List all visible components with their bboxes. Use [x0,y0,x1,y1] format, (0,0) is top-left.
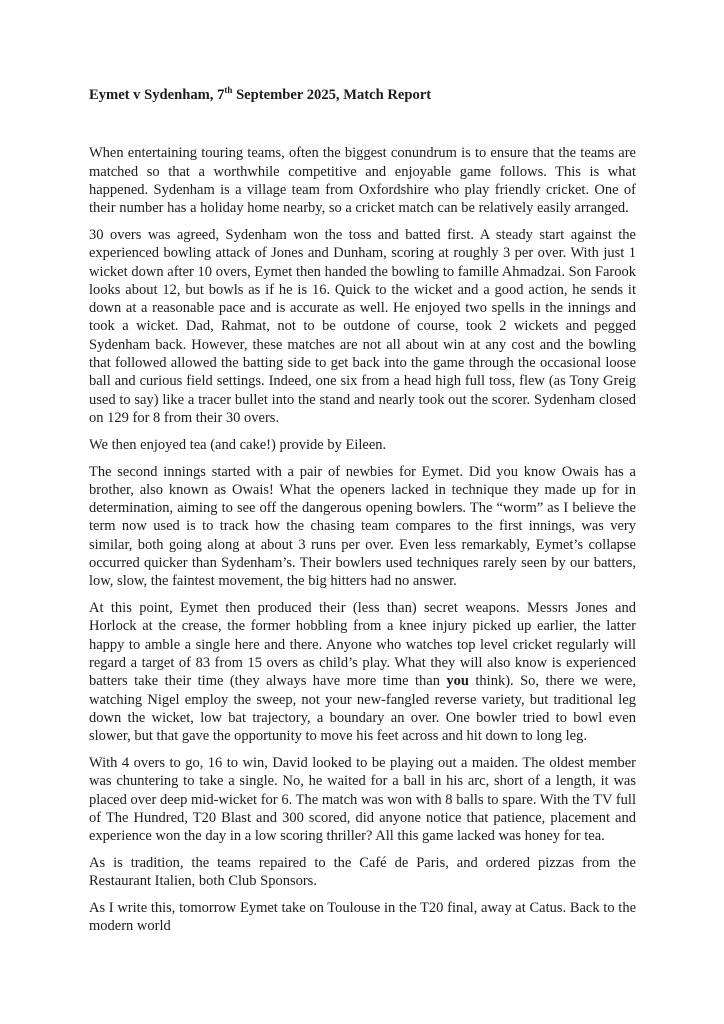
title-text-pre: Eymet v Sydenham, 7 [89,87,225,103]
document-title [89,86,636,104]
paragraph-closing: As I write this, tomorrow Eymet take on Toulouse in the T20 final, away at Catus. Back to the modern world [89,900,636,935]
title-text-post: September 2025, Match Report [232,87,432,103]
paragraph-secret-weapons [89,599,636,745]
paragraph-sponsors: As is tradition, the teams repaired to the Café de Paris, and ordered pizzas from the Restaurant Italien, both Club Sponsors. [89,854,636,890]
paragraph-secret-weapons-text-post: think). So, there we were, watching Nigel employ the sweep, not your new-fangled reverse variety, but traditional leg down the wicket, low bat trajectory, a boundary an over. One bowler tried to bowl even slower, but that gave the opportunity to move his feet across and hit down to long leg. [89,673,636,745]
paragraph-tea: We then enjoyed tea (and cake!) provide by Eileen. [89,436,387,453]
paragraph-secret-weapons-bold-run: you [446,673,469,690]
paragraph-secret-weapons-text-pre: At this point, Eymet then produced their (less than) secret weapons. Messrs Jones and Horlock at the crease, the former hobbling from a knee injury picked up earlier, the latter happy to amble a single here and there. Anyone who watches top level cricket regularly will regard a target of 83 from 15 overs as child’s play. What they will also know is experienced batters take their time (they always have more time than [89,600,636,690]
title-superscript: th [224,85,233,96]
paragraph-second-innings: The second innings started with a pair of newbies for Eymet. Did you know Owais has a brother, also known as Owais! What the openers lacked in technique they made up for in determination, aiming to see off the dangerous opening bowlers. The “worm” as I believe the term now used is to track how the chasing team compares to the first innings, was very similar, both going along at about 3 runs per over. Even less remarkably, Eymet’s collapse occurred quicker than Sydenham’s. Their bowlers used techniques rarely seen by our batters, low, slow, the faintest movement, the big hitters had no answer. [89,463,636,590]
paragraph-first-innings: 30 overs was agreed, Sydenham won the toss and batted first. A steady start against the experienced bowling attack of Jones and Dunham, scoring at roughly 3 per over. With just 1 wicket down after 10 overs, Eymet then handed the bowling to famille Ahmadzai. Son Farook looks about 12, but bowls as if he is 16. Quick to the wicket and a good action, he sends it down at a reasonable pace and is accurate as well. He enjoyed two spells in the innings and took a wicket. Dad, Rahmat, not to be outdone of course, took 2 wickets and pegged Sydenham back. However, these matches are not all about win at any cost and the bowling that followed allowed the batting side to get back into the game through the occasional loose ball and curious field settings. Indeed, one six from a head high full toss, flew (as Tony Greig used to say) like a tracer bullet into the stand and nearly took out the scorer. Sydenham closed on 129 for 8 from their 30 overs. [89,226,636,426]
paragraph-finish: With 4 overs to go, 16 to win, David looked to be playing out a maiden. The oldest member was chuntering to take a single. No, he waited for a ball in his arc, short of a length, it was placed over deep mid-wicket for 6. The match was won with 8 balls to spare. With the TV full of The Hundred, T20 Blast and 300 scored, did anyone notice that patience, placement and experience won the day in a low scoring thriller? All this game lacked was honey for tea. [89,755,636,845]
paragraph-intro: When entertaining touring teams, often the biggest conundrum is to ensure that the teams are matched so that a worthwhile competitive and enjoyable game follows. This is what happened. Sydenham is a village team from Oxfordshire who play friendly cricket. One of their number has a holiday home nearby, so a cricket match can be relatively easily arranged. [89,145,636,217]
